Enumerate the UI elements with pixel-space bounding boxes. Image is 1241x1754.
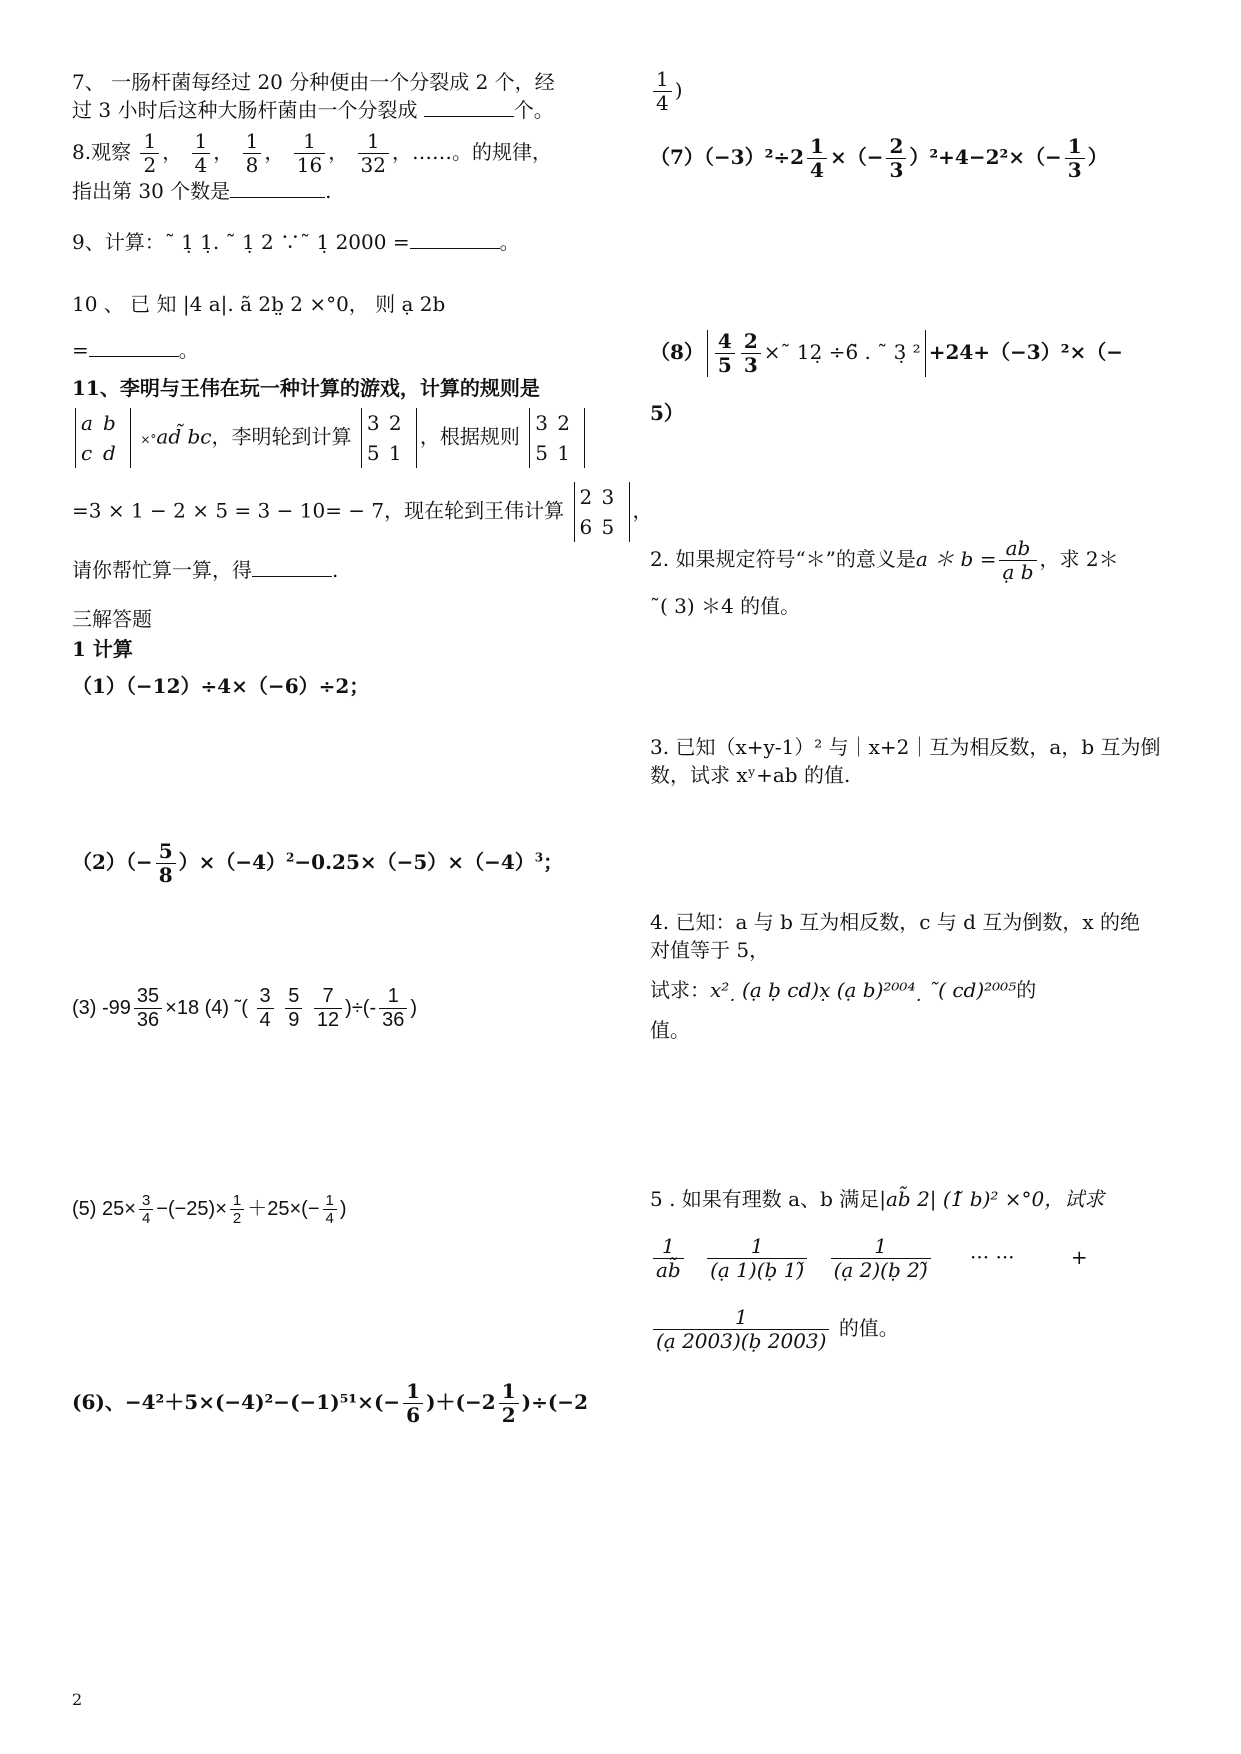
q4-de: 的 bbox=[1016, 978, 1037, 1002]
q10-answer-blank[interactable] bbox=[89, 338, 179, 357]
frac-num: 1 bbox=[653, 1306, 829, 1330]
frac-den: 4 bbox=[194, 153, 208, 177]
q8-frac-1 bbox=[140, 130, 159, 177]
q8-frac-3 bbox=[243, 130, 262, 177]
q2-c: ，求 2＊ bbox=[1039, 547, 1119, 571]
problem-5 bbox=[72, 1192, 347, 1228]
frac-num: 7 bbox=[314, 985, 342, 1009]
problem-8 bbox=[650, 330, 1123, 427]
q9-answer-blank[interactable] bbox=[410, 230, 500, 249]
q2-b: a ＊ b = bbox=[915, 547, 997, 571]
frac-den: (ạ 2)(ḅ 2)̃ bbox=[833, 1258, 928, 1282]
frac-num: 35 bbox=[134, 985, 162, 1009]
q11-rule-applied-determinant: 3 2 5 1 bbox=[529, 408, 585, 468]
p6-cont-tail: ) bbox=[674, 78, 683, 102]
question-4 bbox=[650, 908, 1140, 1044]
q5-last-line bbox=[650, 1306, 1104, 1353]
q11-liming-determinant: 3 2 5 1 bbox=[361, 408, 417, 468]
q10-line2 bbox=[72, 336, 445, 364]
q8-prefix: 8.观察 bbox=[72, 140, 132, 164]
p5-a: (5) 25× bbox=[72, 1198, 136, 1221]
q8-text: 指出第 30 个数是 bbox=[72, 179, 231, 203]
frac-num: 1 bbox=[192, 130, 211, 154]
q11-line1: 11、李明与王伟在玩一种计算的游戏，计算的规则是 bbox=[72, 376, 540, 400]
p8-line1 bbox=[650, 330, 1123, 377]
q11-line3 bbox=[72, 482, 653, 542]
q5-series bbox=[650, 1235, 1104, 1282]
q7-line1: 7、 一肠杆菌每经过 20 分种便由一个分裂成 2 个，经 bbox=[72, 70, 555, 94]
p8-a: （8） bbox=[650, 340, 704, 364]
frac-num: 1 bbox=[230, 1192, 244, 1210]
frac-num: 1 bbox=[294, 130, 325, 154]
q7-end: 个。 bbox=[513, 98, 554, 122]
q5-plus: + bbox=[1070, 1245, 1088, 1269]
frac-den: ạ b bbox=[1002, 560, 1034, 584]
frac-den: 2 bbox=[232, 1210, 242, 1228]
q3-line1: 3. 已知（x+y-1）² 与｜x+2｜互为相反数，a，b 互为倒 bbox=[650, 735, 1161, 759]
q11-line2 bbox=[72, 408, 653, 468]
p7-frac-1 bbox=[807, 135, 827, 182]
q11-rule-determinant: a b c d bbox=[75, 408, 131, 468]
q2-line1 bbox=[650, 537, 1119, 584]
frac-den: 4 bbox=[656, 91, 669, 115]
q11-wangwei-determinant: 2 3 6 5 bbox=[574, 482, 630, 542]
q9-end: 。 bbox=[499, 230, 520, 254]
frac-num: 5 bbox=[285, 985, 302, 1009]
p4-a: ×18 (4) ˜( bbox=[165, 996, 248, 1019]
frac-num: 1 bbox=[807, 135, 827, 159]
frac-den: 2 bbox=[143, 153, 157, 177]
q10-eq: = bbox=[72, 338, 89, 362]
frac-num: 1 bbox=[1065, 135, 1085, 159]
p5-frac-1 bbox=[139, 1192, 153, 1228]
q2-a: 2. 如果规定符号“＊”的意义是 bbox=[650, 547, 916, 571]
q8-frac-4 bbox=[294, 130, 325, 177]
q5-end: 的值。 bbox=[838, 1316, 899, 1340]
p8-b: ×˜ 12̣ ÷6̃ . ˜ 3̣ ² bbox=[763, 340, 921, 364]
frac-den: 36 bbox=[382, 1009, 405, 1031]
q11-end: . bbox=[332, 558, 339, 582]
q5-condition: |ab̃ 2| (1̃ b)² ×°0，试求 bbox=[879, 1187, 1105, 1211]
p7-frac-2 bbox=[886, 135, 906, 182]
p7-a: （7）（−3）²÷2 bbox=[650, 145, 805, 169]
q11-rule: ad̃ bc bbox=[156, 424, 212, 449]
frac-den: 8 bbox=[158, 863, 173, 887]
q5-term-2 bbox=[707, 1235, 807, 1282]
frac-den: 5 bbox=[717, 353, 732, 377]
q4-expression: x² ̣ (ạ ḅ cd)x̣ (ạ b)²⁰⁰⁴ ̣ ˜( cd)²⁰⁰⁵ bbox=[710, 978, 1017, 1002]
q3-line2: 数，试求 xʸ+ab 的值. bbox=[650, 763, 851, 787]
q8-answer-blank[interactable] bbox=[230, 179, 325, 198]
question-10 bbox=[72, 290, 445, 364]
p4-frac-4 bbox=[379, 985, 407, 1032]
frac-num: 1 bbox=[831, 1235, 931, 1259]
p7-b: ×（− bbox=[829, 145, 884, 169]
p6-frac-2 bbox=[499, 1380, 519, 1427]
q8-end: . bbox=[325, 179, 332, 203]
p6-frac-1 bbox=[403, 1380, 423, 1427]
p5-e: ) bbox=[339, 1198, 347, 1221]
q9-text: 9、计算：˜ 1̣ 1̣. ˜ 1̣ 2 ∵˜ 1̣ 2000 = bbox=[72, 230, 410, 254]
q7-line2 bbox=[72, 96, 555, 124]
frac-num: 1 bbox=[707, 1235, 807, 1259]
frac-num: 1 bbox=[499, 1380, 519, 1404]
p7-c: ）²+4−2²×（− bbox=[909, 145, 1062, 169]
frac-num: 3 bbox=[139, 1192, 153, 1210]
p6-b: )＋(−2 bbox=[426, 1390, 496, 1414]
question-8 bbox=[72, 130, 552, 205]
p4-b: )÷(- bbox=[345, 996, 377, 1019]
frac-num: 1 bbox=[653, 68, 672, 92]
question-2 bbox=[650, 537, 1119, 620]
p3-a: (3) -99 bbox=[72, 996, 131, 1019]
frac-den: 3 bbox=[743, 353, 758, 377]
q8-frac-5 bbox=[358, 130, 389, 177]
p8-c: +24+（−3）²×（− bbox=[928, 340, 1123, 364]
question-7 bbox=[72, 68, 555, 124]
frac-num: 1 bbox=[358, 130, 389, 154]
q11-rule-symbol: ×° bbox=[140, 432, 157, 447]
q7-answer-blank[interactable] bbox=[424, 98, 514, 117]
q11-mid2: ，根据规则 bbox=[419, 424, 520, 449]
p6-continuation bbox=[650, 68, 683, 115]
p5-b: −(−25)× bbox=[156, 1198, 227, 1221]
p2-c: −0.25×（−5）×（−4） bbox=[294, 850, 535, 874]
p2-b: ）×（−4） bbox=[178, 850, 287, 874]
q7-text: 过 3 小时后这种大肠杆菌由一个分裂成 bbox=[72, 98, 418, 122]
p4-frac-3 bbox=[314, 985, 342, 1032]
q8-line1: 8.观察 $\frac{1}{2}$ ， $\frac{1}{4}$ ， $\frac{1}{8}$ ， $\frac{1}{16}$ ， $\frac{1}{32}$ ，……。的规律， bbox=[72, 129, 552, 177]
q10-text: 10 、 已 知 |4 a|. ã 2b̤ 2 ×°0， 则 ạ 2b bbox=[72, 292, 446, 316]
frac-den: 36 bbox=[136, 1009, 160, 1031]
p6-c: )÷(−2 bbox=[521, 1390, 588, 1414]
problem-1: （1）（−12）÷4×（−6）÷2； bbox=[72, 674, 370, 698]
p6-cont-frac bbox=[653, 68, 672, 115]
p4-frac-2 bbox=[285, 985, 302, 1032]
q5-term-3 bbox=[831, 1235, 931, 1282]
q5-a: 5 . 如果有理数 a、b 满足 bbox=[650, 1187, 880, 1211]
problem-3-4 bbox=[72, 985, 417, 1032]
q8-frac-2 bbox=[192, 130, 211, 177]
q5-term-1 bbox=[653, 1235, 684, 1282]
frac-num: 5 bbox=[156, 840, 176, 864]
question-9 bbox=[72, 228, 520, 256]
p8-frac-2 bbox=[741, 330, 761, 377]
frac-num: 1 bbox=[243, 130, 262, 154]
frac-num: 3 bbox=[257, 985, 274, 1009]
q2-line2: ˜( 3) ＊4 的值。 bbox=[650, 594, 801, 618]
q11-comma: ， bbox=[632, 498, 653, 523]
frac-den: 4 bbox=[810, 158, 824, 182]
problem-7 bbox=[650, 135, 1108, 182]
frac-num: ab bbox=[999, 537, 1036, 561]
q8-suffix: ，……。的规律， bbox=[392, 140, 552, 164]
question-3 bbox=[650, 733, 1160, 789]
calc-heading: 1 计算 bbox=[72, 637, 133, 661]
q5-ellipsis: ··· ··· bbox=[970, 1245, 1015, 1269]
p5-c: ＋25×(− bbox=[247, 1198, 320, 1221]
frac-den: 6 bbox=[406, 1403, 421, 1427]
p8-line2: 5） bbox=[650, 401, 684, 425]
p5-frac-2 bbox=[230, 1192, 244, 1228]
p7-frac-3 bbox=[1065, 135, 1085, 182]
page-number: 2 bbox=[72, 1690, 83, 1709]
frac-num: 1 bbox=[323, 1192, 337, 1210]
frac-den: 3 bbox=[889, 158, 904, 182]
p7-e: ） bbox=[1087, 145, 1108, 169]
frac-den: 4 bbox=[259, 1009, 271, 1031]
frac-den: 4 bbox=[325, 1210, 334, 1228]
q11-line4 bbox=[72, 556, 653, 584]
frac-den: (ạ 1)(ḅ 1)̃ bbox=[710, 1258, 805, 1282]
frac-den: 4 bbox=[141, 1210, 151, 1228]
q5-last-term bbox=[653, 1306, 829, 1353]
question-11 bbox=[72, 374, 653, 584]
q10-end: 。 bbox=[178, 338, 199, 362]
q4-line1: 4. 已知：a 与 b 互为相反数，c 与 d 互为倒数，x 的绝 bbox=[650, 910, 1140, 934]
frac-num: 1 bbox=[379, 985, 407, 1009]
problem-2: （2）（− $\frac{5}{8}$ ）$\times(-4)^2-0.25\times(-5)\times(-4)^3$； bbox=[72, 839, 564, 887]
frac-den: 16 bbox=[296, 153, 323, 177]
p2-e: ； bbox=[543, 850, 564, 874]
frac-den: 9 bbox=[288, 1009, 300, 1031]
p2-a: （2）（− bbox=[72, 850, 153, 874]
q5-line1 bbox=[650, 1185, 1104, 1213]
frac-num: 1 bbox=[140, 130, 159, 154]
p3-frac bbox=[134, 985, 162, 1032]
p6-a: (6)、−4²＋5×(−4)²−(−1)⁵¹×(− bbox=[72, 1390, 401, 1414]
section-heading: 三解答题 bbox=[72, 607, 152, 631]
p4-e: ) bbox=[410, 996, 418, 1019]
problem-6 bbox=[72, 1380, 588, 1427]
frac-num: 1 bbox=[653, 1235, 684, 1259]
frac-num: 2 bbox=[741, 330, 761, 354]
p4-frac-1 bbox=[257, 985, 274, 1032]
q11-mid1: ，李明轮到计算 bbox=[211, 424, 352, 449]
frac-den: 12 bbox=[316, 1009, 340, 1031]
q11-example: =3 × 1 − 2 × 5 = 3 − 10= − 7，现在轮到王伟计算 bbox=[72, 498, 565, 523]
q2-frac bbox=[999, 537, 1036, 584]
question-5 bbox=[650, 1185, 1104, 1353]
frac-num: 2 bbox=[886, 135, 906, 159]
q4-ask: 试求： bbox=[650, 978, 710, 1002]
q4-line4: 值。 bbox=[650, 1018, 690, 1042]
p5-frac-3 bbox=[323, 1192, 337, 1228]
frac-den: 8 bbox=[245, 153, 259, 177]
frac-den: ab̃ bbox=[656, 1258, 681, 1282]
q11-answer-blank[interactable] bbox=[252, 558, 332, 577]
frac-den: 2 bbox=[501, 1403, 516, 1427]
q4-line3 bbox=[650, 976, 1140, 1004]
q11-ask: 请你帮忙算一算，得 bbox=[72, 558, 252, 582]
p8-abs bbox=[707, 330, 926, 377]
p8-frac-1 bbox=[715, 330, 735, 377]
frac-num: 4 bbox=[715, 330, 735, 354]
p2-frac bbox=[156, 840, 176, 887]
q4-line2: 对值等于 5， bbox=[650, 938, 770, 962]
q8-line2 bbox=[72, 177, 552, 205]
frac-den: 3 bbox=[1067, 158, 1082, 182]
frac-den: (ạ 2003)(ḅ 2003) bbox=[656, 1329, 827, 1353]
frac-num: 1 bbox=[403, 1380, 423, 1404]
frac-den: 32 bbox=[360, 153, 386, 177]
